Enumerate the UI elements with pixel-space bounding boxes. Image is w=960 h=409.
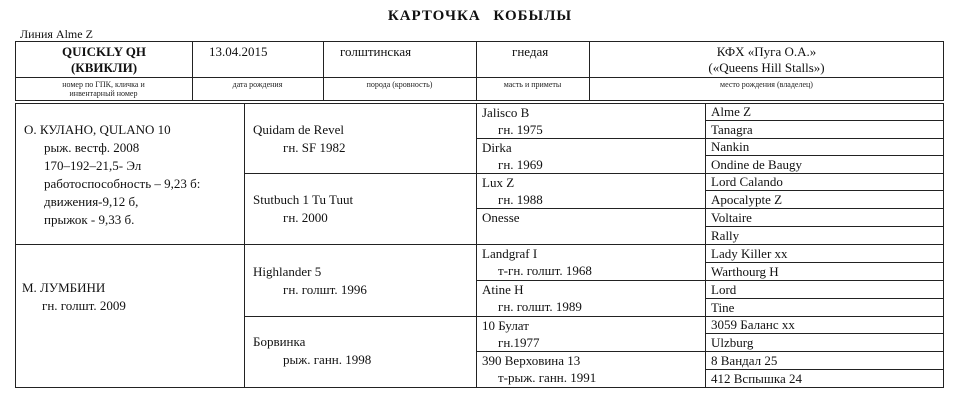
pedigree-bottom-border	[15, 387, 944, 388]
gen4-ancestor: 412 Вспышка 24	[711, 371, 803, 386]
horse-name-latin: QUICKLY QH	[62, 44, 146, 59]
header-mid-border	[15, 77, 944, 78]
caption-owner: место рождения (владелец)	[720, 80, 813, 89]
gen1-row-line	[15, 244, 245, 245]
dam-name: М. ЛУМБИНИ	[22, 280, 106, 295]
gen2-row-line	[244, 173, 477, 174]
gen3-ancestor: Lux Z гн. 1988	[482, 175, 543, 207]
owner	[589, 44, 944, 76]
gen4-ancestor: Ulzburg	[711, 335, 754, 350]
gen2-row-line	[244, 244, 477, 245]
gen3-ancestor: Onesse	[482, 210, 520, 225]
sire-cell	[24, 121, 239, 229]
header-divider	[476, 41, 477, 101]
gen3-ancestor: Landgraf I т-гн. голшт. 1968	[482, 246, 592, 278]
pedigree-left-border	[15, 103, 16, 388]
gen4-ancestor: Nankin	[711, 139, 750, 154]
sire-measurements: 170–192–21,5- Эл	[44, 158, 142, 173]
gen3-divider	[705, 103, 706, 388]
caption-birth-date: дата рождения	[232, 80, 283, 89]
gen4-ancestor: Tine	[711, 300, 735, 315]
header-divider	[192, 41, 193, 101]
pedigree-top-border	[15, 103, 944, 104]
gen2-row-line	[244, 316, 477, 317]
breed: голштинская	[340, 44, 412, 59]
caption-breed: порода (кровность)	[366, 80, 433, 89]
gen1-divider	[244, 103, 245, 388]
gen3-ancestor: Jalisco B гн. 1975	[482, 105, 543, 137]
birth-date: 13.04.2015	[209, 44, 268, 59]
color: гнедая	[512, 44, 549, 59]
header-divider	[323, 41, 324, 101]
sire-performance: работоспособность – 9,23 б:	[44, 176, 201, 191]
dam-breed: гн. голшт. 2009	[42, 298, 126, 313]
gen4-ancestor: Warthourg H	[711, 264, 779, 279]
gen4-ancestor: Apocalypte Z	[711, 192, 783, 207]
gen3-ancestor: Atine H гн. голшт. 1989	[482, 282, 582, 314]
gen4-ancestor: Lord	[711, 282, 737, 297]
gen4-ancestor: Lord Calando	[711, 174, 783, 189]
gen3-ancestor: 390 Верховина 13 т-рыж. ганн. 1991	[482, 353, 597, 385]
gen3-ancestor: 10 Булат гн.1977	[482, 318, 540, 350]
horse-name	[18, 44, 190, 76]
owner-name: КФХ «Пуга О.А.»	[716, 44, 817, 59]
gen2-ancestor: Борвинка рыж. ганн. 1998	[253, 334, 372, 367]
gen4-ancestor: Tanagra	[711, 122, 753, 137]
sire-name: О. КУЛАНО, QULANO 10	[24, 122, 171, 137]
sire-movement-score: движения-9,12 б,	[44, 194, 139, 209]
caption-color: масть и приметы	[503, 80, 562, 89]
gen2-ancestor: Highlander 5 гн. голшт. 1996	[253, 264, 367, 297]
gen3-ancestor: Dirka гн. 1969	[482, 140, 543, 172]
header-top-border	[15, 41, 944, 42]
header-bottom-border	[15, 100, 944, 101]
gen4-row-line	[705, 226, 944, 227]
gen4-ancestor: Lady Killer xx	[711, 246, 788, 261]
gen4-row-line	[705, 298, 944, 299]
line-label: Линия Alme Z	[20, 27, 93, 41]
gen4-ancestor: 8 Вандал 25	[711, 353, 778, 368]
gen2-divider	[476, 103, 477, 388]
gen4-ancestor: Rally	[711, 228, 740, 243]
card-title: КАРТОЧКА КОБЫЛЫ	[387, 8, 573, 24]
sire-jump-score: прыжок - 9,33 б.	[44, 212, 135, 227]
sire-breed: рыж. вестф. 2008	[44, 140, 140, 155]
dam-cell	[22, 279, 126, 315]
gen4-row-line	[705, 280, 944, 281]
gen4-ancestor: Voltaire	[711, 210, 752, 225]
horse-name-cyrillic: (КВИКЛИ)	[70, 60, 138, 75]
caption-name: номер по ГПК, кличка и инвентарный номер	[62, 80, 145, 98]
gen4-ancestor: Alme Z	[711, 104, 752, 119]
pedigree-right-border	[943, 103, 944, 388]
gen4-ancestor: Ondine de Baugy	[711, 157, 802, 172]
owner-name-latin: («Queens Hill Stalls»)	[708, 60, 825, 75]
gen4-ancestor: 3059 Баланс xx	[711, 317, 795, 332]
gen2-ancestor: Stutbuch 1 Tu Tuut гн. 2000	[253, 192, 354, 225]
gen2-ancestor: Quidam de Revel гн. SF 1982	[253, 122, 346, 155]
